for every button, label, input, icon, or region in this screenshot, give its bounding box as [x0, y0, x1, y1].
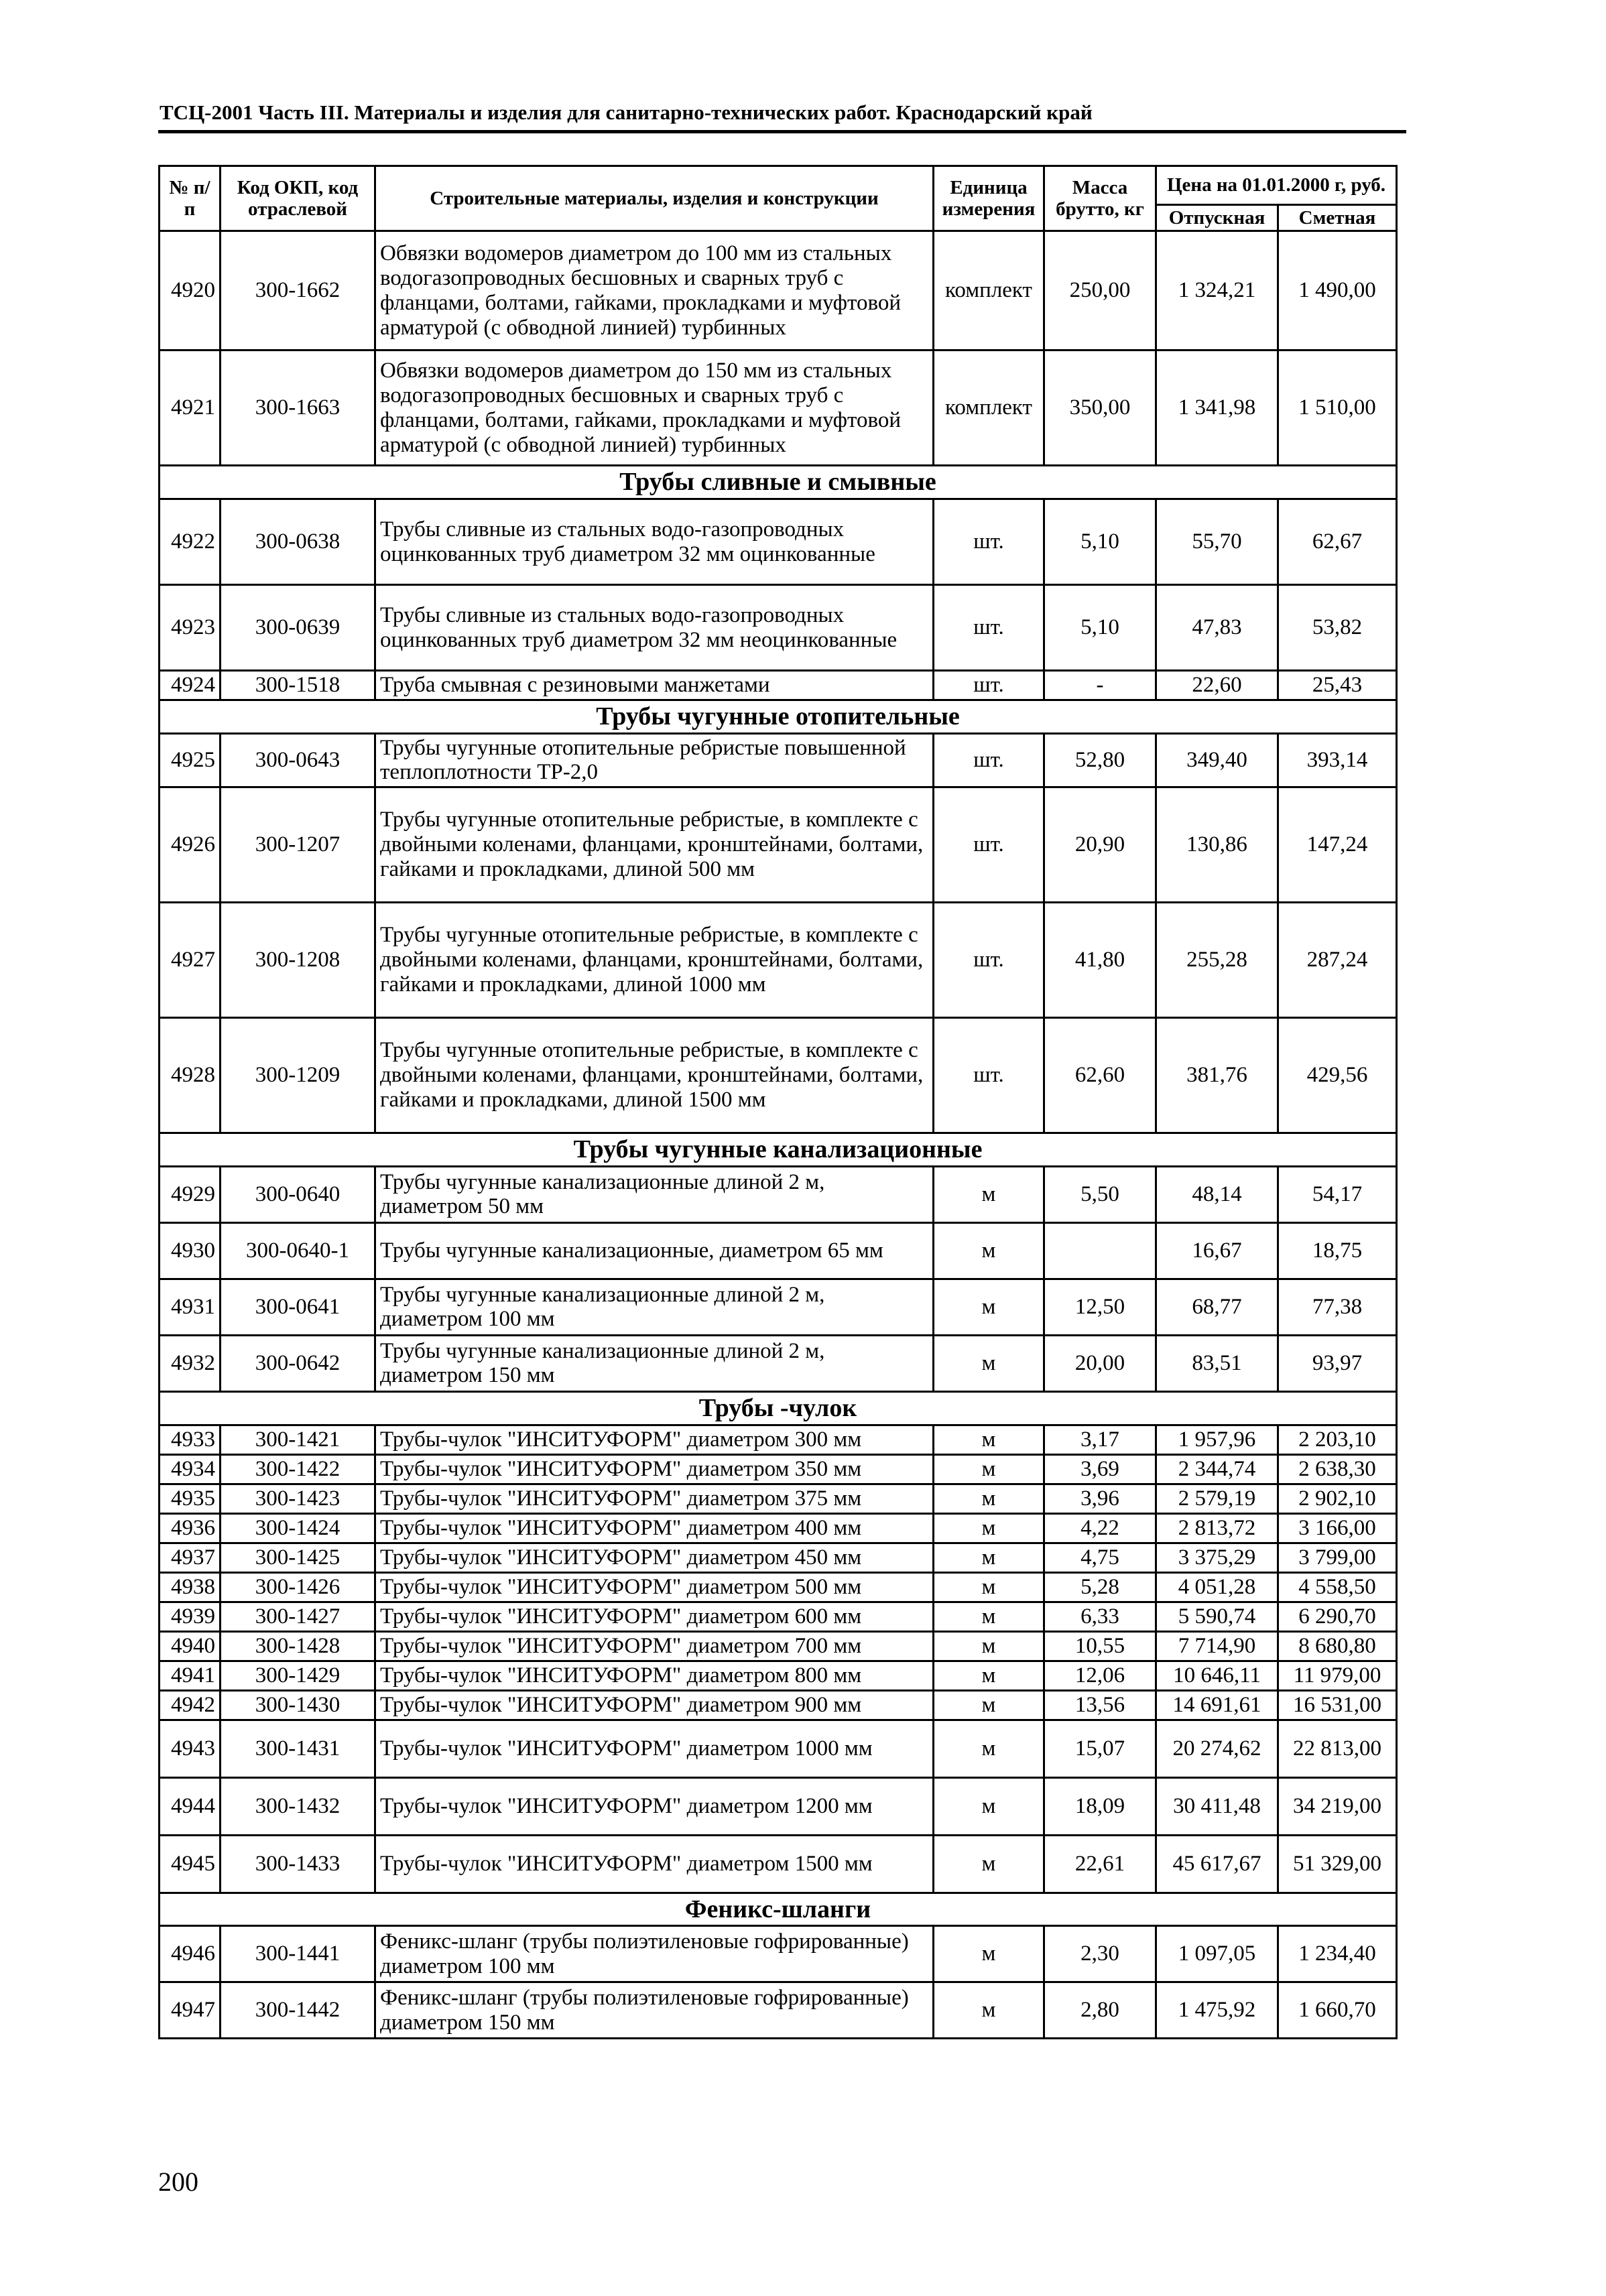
cell-est: 77,38 [1278, 1279, 1397, 1335]
cell-name: Трубы-чулок "ИНСИТУФОРМ" диаметром 800 мм [375, 1661, 934, 1690]
cell-name: Трубы-чулок "ИНСИТУФОРМ" диаметром 375 мм [375, 1484, 934, 1513]
cell-sale: 22,60 [1156, 671, 1278, 700]
cell-name: Трубы чугунные отопительные ребристые, в комплекте с двойными коленами, фланцами, кронштейнами, болтами, гайками и прокладками, длиной 1000 мм [375, 903, 934, 1018]
table-row [160, 585, 1397, 671]
cell-code: 300-1430 [221, 1690, 375, 1720]
header-rule [158, 130, 1406, 133]
cell-est: 25,43 [1278, 671, 1397, 700]
cell-unit: м [934, 1572, 1044, 1602]
cell-unit: м [934, 1835, 1044, 1893]
table-row [160, 231, 1397, 350]
cell-sale: 47,83 [1156, 585, 1278, 671]
cell-mass: 3,69 [1044, 1454, 1156, 1484]
cell-sale: 5 590,74 [1156, 1602, 1278, 1631]
col-header-price: Цена на 01.01.2000 г, руб. [1156, 166, 1397, 205]
cell-sale: 3 375,29 [1156, 1543, 1278, 1572]
cell-mass: 41,80 [1044, 903, 1156, 1018]
col-header-unit: Единица измерения [934, 166, 1044, 231]
col-header-mass: Масса брутто, кг [1044, 166, 1156, 231]
cell-mass: 13,56 [1044, 1690, 1156, 1720]
cell-sale: 381,76 [1156, 1018, 1278, 1133]
cell-code: 300-1421 [221, 1425, 375, 1454]
cell-num: 4926 [160, 787, 221, 903]
cell-code: 300-1427 [221, 1602, 375, 1631]
cell-code: 300-1431 [221, 1720, 375, 1777]
cell-mass: 10,55 [1044, 1631, 1156, 1661]
cell-num: 4936 [160, 1513, 221, 1543]
cell-est: 3 799,00 [1278, 1543, 1397, 1572]
table-row [160, 1661, 1397, 1690]
cell-num: 4922 [160, 499, 221, 585]
section-row [160, 1133, 1397, 1167]
cell-num: 4923 [160, 585, 221, 671]
cell-sale: 1 475,92 [1156, 1982, 1278, 2039]
cell-name: Трубы-чулок "ИНСИТУФОРМ" диаметром 400 мм [375, 1513, 934, 1543]
cell-code: 300-1518 [221, 671, 375, 700]
cell-unit: м [934, 1166, 1044, 1222]
table-row [160, 1543, 1397, 1572]
col-header-name: Строительные материалы, изделия и конструкции [375, 166, 934, 231]
cell-est: 4 558,50 [1278, 1572, 1397, 1602]
cell-mass: 12,06 [1044, 1661, 1156, 1690]
cell-code: 300-1433 [221, 1835, 375, 1893]
cell-name: Трубы чугунные канализационные длиной 2 м, диаметром 150 мм [375, 1335, 934, 1391]
col-header-estimate: Сметная [1278, 205, 1397, 231]
cell-unit: шт. [934, 499, 1044, 585]
cell-sale: 16,67 [1156, 1222, 1278, 1279]
table-row [160, 1425, 1397, 1454]
cell-code: 300-0643 [221, 733, 375, 787]
cell-num: 4943 [160, 1720, 221, 1777]
table-row [160, 1982, 1397, 2039]
cell-num: 4925 [160, 733, 221, 787]
cell-name: Трубы чугунные канализационные длиной 2 м, диаметром 50 мм [375, 1166, 934, 1222]
cell-name: Трубы-чулок "ИНСИТУФОРМ" диаметром 600 мм [375, 1602, 934, 1631]
section-title: Трубы чугунные отопительные [160, 700, 1397, 733]
cell-num: 4924 [160, 671, 221, 700]
cell-est: 1 490,00 [1278, 231, 1397, 350]
cell-unit: шт. [934, 733, 1044, 787]
cell-name: Трубы-чулок "ИНСИТУФОРМ" диаметром 300 мм [375, 1425, 934, 1454]
cell-mass: 52,80 [1044, 733, 1156, 787]
cell-mass: 5,10 [1044, 585, 1156, 671]
cell-est: 2 638,30 [1278, 1454, 1397, 1484]
table-row [160, 1631, 1397, 1661]
cell-num: 4921 [160, 350, 221, 466]
cell-mass: 5,50 [1044, 1166, 1156, 1222]
cell-name: Трубы-чулок "ИНСИТУФОРМ" диаметром 900 мм [375, 1690, 934, 1720]
cell-code: 300-1428 [221, 1631, 375, 1661]
cell-est: 11 979,00 [1278, 1661, 1397, 1690]
cell-num: 4947 [160, 1982, 221, 2039]
cell-code: 300-0640 [221, 1166, 375, 1222]
cell-unit: шт. [934, 585, 1044, 671]
cell-est: 1 510,00 [1278, 350, 1397, 466]
cell-code: 300-1422 [221, 1454, 375, 1484]
cell-num: 4946 [160, 1926, 221, 1982]
cell-sale: 1 957,96 [1156, 1425, 1278, 1454]
cell-est: 429,56 [1278, 1018, 1397, 1133]
cell-num: 4935 [160, 1484, 221, 1513]
cell-unit: шт. [934, 671, 1044, 700]
cell-num: 4937 [160, 1543, 221, 1572]
cell-sale: 2 813,72 [1156, 1513, 1278, 1543]
cell-code: 300-1442 [221, 1982, 375, 2039]
cell-name: Трубы сливные из стальных водо-газопроводных оцинкованных труб диаметром 32 мм неоцинкованные [375, 585, 934, 671]
cell-num: 4941 [160, 1661, 221, 1690]
cell-sale: 20 274,62 [1156, 1720, 1278, 1777]
table-row [160, 1018, 1397, 1133]
cell-sale: 4 051,28 [1156, 1572, 1278, 1602]
cell-name: Трубы-чулок "ИНСИТУФОРМ" диаметром 500 мм [375, 1572, 934, 1602]
cell-num: 4928 [160, 1018, 221, 1133]
table-row [160, 499, 1397, 585]
cell-est: 22 813,00 [1278, 1720, 1397, 1777]
cell-num: 4940 [160, 1631, 221, 1661]
cell-code: 300-0638 [221, 499, 375, 585]
cell-mass: 62,60 [1044, 1018, 1156, 1133]
cell-est: 54,17 [1278, 1166, 1397, 1222]
section-title: Трубы сливные и смывные [160, 466, 1397, 499]
cell-est: 2 902,10 [1278, 1484, 1397, 1513]
cell-name: Феникс-шланг (трубы полиэтиленовые гофрированные) диаметром 100 мм [375, 1926, 934, 1982]
table-row [160, 1926, 1397, 1982]
cell-unit: шт. [934, 903, 1044, 1018]
cell-num: 4945 [160, 1835, 221, 1893]
cell-est: 53,82 [1278, 585, 1397, 671]
cell-code: 300-1209 [221, 1018, 375, 1133]
cell-name: Труба смывная с резиновыми манжетами [375, 671, 934, 700]
cell-sale: 1 097,05 [1156, 1926, 1278, 1982]
cell-num: 4929 [160, 1166, 221, 1222]
cell-unit: м [934, 1720, 1044, 1777]
cell-name: Трубы чугунные отопительные ребристые повышенной теплоплотности ТР-2,0 [375, 733, 934, 787]
cell-est: 147,24 [1278, 787, 1397, 903]
cell-unit: м [934, 1690, 1044, 1720]
cell-mass: 3,17 [1044, 1425, 1156, 1454]
cell-name: Феникс-шланг (трубы полиэтиленовые гофрированные) диаметром 150 мм [375, 1982, 934, 2039]
cell-unit: м [934, 1661, 1044, 1690]
table-row [160, 1484, 1397, 1513]
table-row [160, 1166, 1397, 1222]
cell-est: 3 166,00 [1278, 1513, 1397, 1543]
section-title: Трубы чугунные канализационные [160, 1133, 1397, 1167]
cell-num: 4930 [160, 1222, 221, 1279]
cell-unit: м [934, 1777, 1044, 1835]
table-row [160, 350, 1397, 466]
cell-code: 300-1426 [221, 1572, 375, 1602]
cell-unit: шт. [934, 787, 1044, 903]
cell-name: Трубы-чулок "ИНСИТУФОРМ" диаметром 1500 мм [375, 1835, 934, 1893]
cell-mass: 350,00 [1044, 350, 1156, 466]
cell-sale: 10 646,11 [1156, 1661, 1278, 1690]
cell-name: Обвязки водомеров диаметром до 150 мм из стальных водогазопроводных бесшовных и сварных труб с фланцами, болтами, гайками, прокладками и муфтовой арматурой (с обводной линией) турбинных [375, 350, 934, 466]
cell-unit: м [934, 1926, 1044, 1982]
cell-num: 4932 [160, 1335, 221, 1391]
cell-name: Обвязки водомеров диаметром до 100 мм из стальных водогазопроводных бесшовных и сварных труб с фланцами, болтами, гайками, прокладками и муфтовой арматурой (с обводной линией) турбинных [375, 231, 934, 350]
cell-mass: 20,90 [1044, 787, 1156, 903]
cell-name: Трубы-чулок "ИНСИТУФОРМ" диаметром 700 мм [375, 1631, 934, 1661]
cell-unit: м [934, 1602, 1044, 1631]
page-number: 200 [158, 2167, 198, 2197]
cell-mass: 20,00 [1044, 1335, 1156, 1391]
col-header-num: № п/п [160, 166, 221, 231]
cell-sale: 45 617,67 [1156, 1835, 1278, 1893]
price-table [158, 165, 1398, 2039]
cell-unit: м [934, 1484, 1044, 1513]
cell-unit: м [934, 1513, 1044, 1543]
table-row [160, 1513, 1397, 1543]
cell-est: 287,24 [1278, 903, 1397, 1018]
table-row [160, 903, 1397, 1018]
cell-mass: 3,96 [1044, 1484, 1156, 1513]
cell-name: Трубы чугунные отопительные ребристые, в комплекте с двойными коленами, фланцами, кронштейнами, болтами, гайками и прокладками, длиной 500 мм [375, 787, 934, 903]
table-row [160, 1222, 1397, 1279]
cell-code: 300-1663 [221, 350, 375, 466]
cell-unit: м [934, 1631, 1044, 1661]
cell-name: Трубы чугунные канализационные длиной 2 м, диаметром 100 мм [375, 1279, 934, 1335]
section-title: Феникс-шланги [160, 1893, 1397, 1926]
cell-sale: 255,28 [1156, 903, 1278, 1018]
cell-code: 300-1662 [221, 231, 375, 350]
cell-num: 4927 [160, 903, 221, 1018]
cell-code: 300-0639 [221, 585, 375, 671]
cell-est: 51 329,00 [1278, 1835, 1397, 1893]
cell-mass: 5,28 [1044, 1572, 1156, 1602]
cell-mass [1044, 1222, 1156, 1279]
cell-unit: м [934, 1454, 1044, 1484]
cell-num: 4931 [160, 1279, 221, 1335]
cell-mass: 22,61 [1044, 1835, 1156, 1893]
cell-sale: 130,86 [1156, 787, 1278, 903]
cell-est: 6 290,70 [1278, 1602, 1397, 1631]
table-row [160, 1835, 1397, 1893]
cell-sale: 14 691,61 [1156, 1690, 1278, 1720]
table-row [160, 1690, 1397, 1720]
cell-unit: м [934, 1222, 1044, 1279]
table-row [160, 1335, 1397, 1391]
cell-sale: 349,40 [1156, 733, 1278, 787]
cell-sale: 48,14 [1156, 1166, 1278, 1222]
table-row [160, 671, 1397, 700]
section-title: Трубы -чулок [160, 1391, 1397, 1425]
section-row [160, 700, 1397, 733]
cell-sale: 55,70 [1156, 499, 1278, 585]
cell-est: 1 234,40 [1278, 1926, 1397, 1982]
col-header-sale: Отпускная [1156, 205, 1278, 231]
table-row [160, 1279, 1397, 1335]
cell-code: 300-1432 [221, 1777, 375, 1835]
cell-name: Трубы-чулок "ИНСИТУФОРМ" диаметром 1000 мм [375, 1720, 934, 1777]
table-row [160, 1720, 1397, 1777]
cell-unit: комплект [934, 350, 1044, 466]
cell-mass: 4,22 [1044, 1513, 1156, 1543]
cell-mass: 5,10 [1044, 499, 1156, 585]
cell-unit: комплект [934, 231, 1044, 350]
cell-mass: 2,80 [1044, 1982, 1156, 2039]
cell-est: 8 680,80 [1278, 1631, 1397, 1661]
table-row [160, 1572, 1397, 1602]
cell-name: Трубы чугунные канализационные, диаметром 65 мм [375, 1222, 934, 1279]
cell-mass: 18,09 [1044, 1777, 1156, 1835]
cell-code: 300-1441 [221, 1926, 375, 1982]
cell-est: 18,75 [1278, 1222, 1397, 1279]
cell-code: 300-1207 [221, 787, 375, 903]
cell-mass: 2,30 [1044, 1926, 1156, 1982]
cell-sale: 2 344,74 [1156, 1454, 1278, 1484]
table-row [160, 1454, 1397, 1484]
table-body [160, 231, 1397, 2039]
cell-est: 2 203,10 [1278, 1425, 1397, 1454]
cell-est: 1 660,70 [1278, 1982, 1397, 2039]
cell-num: 4944 [160, 1777, 221, 1835]
cell-num: 4920 [160, 231, 221, 350]
cell-name: Трубы сливные из стальных водо-газопроводных оцинкованных труб диаметром 32 мм оцинкованные [375, 499, 934, 585]
cell-mass: 4,75 [1044, 1543, 1156, 1572]
section-row [160, 1391, 1397, 1425]
cell-unit: м [934, 1279, 1044, 1335]
cell-mass: 250,00 [1044, 231, 1156, 350]
cell-code: 300-1208 [221, 903, 375, 1018]
cell-sale: 2 579,19 [1156, 1484, 1278, 1513]
cell-num: 4939 [160, 1602, 221, 1631]
table-row [160, 787, 1397, 903]
table-row [160, 1602, 1397, 1631]
cell-est: 93,97 [1278, 1335, 1397, 1391]
cell-unit: м [934, 1335, 1044, 1391]
cell-sale: 1 324,21 [1156, 231, 1278, 350]
cell-num: 4938 [160, 1572, 221, 1602]
cell-unit: шт. [934, 1018, 1044, 1133]
cell-code: 300-0641 [221, 1279, 375, 1335]
table-row [160, 733, 1397, 787]
cell-sale: 1 341,98 [1156, 350, 1278, 466]
cell-sale: 30 411,48 [1156, 1777, 1278, 1835]
cell-unit: м [934, 1982, 1044, 2039]
cell-name: Трубы чугунные отопительные ребристые, в комплекте с двойными коленами, фланцами, кронштейнами, болтами, гайками и прокладками, длиной 1500 мм [375, 1018, 934, 1133]
cell-code: 300-1423 [221, 1484, 375, 1513]
cell-name: Трубы-чулок "ИНСИТУФОРМ" диаметром 350 мм [375, 1454, 934, 1484]
cell-mass: 15,07 [1044, 1720, 1156, 1777]
cell-unit: м [934, 1543, 1044, 1572]
cell-mass: - [1044, 671, 1156, 700]
cell-num: 4934 [160, 1454, 221, 1484]
cell-est: 34 219,00 [1278, 1777, 1397, 1835]
page-header: ТСЦ-2001 Часть III. Материалы и изделия для санитарно-технических работ. Краснодарский край [160, 101, 1093, 124]
cell-num: 4942 [160, 1690, 221, 1720]
cell-name: Трубы-чулок "ИНСИТУФОРМ" диаметром 450 мм [375, 1543, 934, 1572]
cell-mass: 6,33 [1044, 1602, 1156, 1631]
section-row [160, 1893, 1397, 1926]
cell-num: 4933 [160, 1425, 221, 1454]
section-row [160, 466, 1397, 499]
table-row [160, 1777, 1397, 1835]
cell-code: 300-0642 [221, 1335, 375, 1391]
col-header-code: Код ОКП, код отраслевой [221, 166, 375, 231]
cell-est: 393,14 [1278, 733, 1397, 787]
cell-unit: м [934, 1425, 1044, 1454]
cell-code: 300-1424 [221, 1513, 375, 1543]
cell-sale: 7 714,90 [1156, 1631, 1278, 1661]
cell-est: 62,67 [1278, 499, 1397, 585]
cell-est: 16 531,00 [1278, 1690, 1397, 1720]
cell-mass: 12,50 [1044, 1279, 1156, 1335]
cell-sale: 83,51 [1156, 1335, 1278, 1391]
cell-sale: 68,77 [1156, 1279, 1278, 1335]
cell-code: 300-0640-1 [221, 1222, 375, 1279]
cell-name: Трубы-чулок "ИНСИТУФОРМ" диаметром 1200 мм [375, 1777, 934, 1835]
cell-code: 300-1429 [221, 1661, 375, 1690]
cell-code: 300-1425 [221, 1543, 375, 1572]
